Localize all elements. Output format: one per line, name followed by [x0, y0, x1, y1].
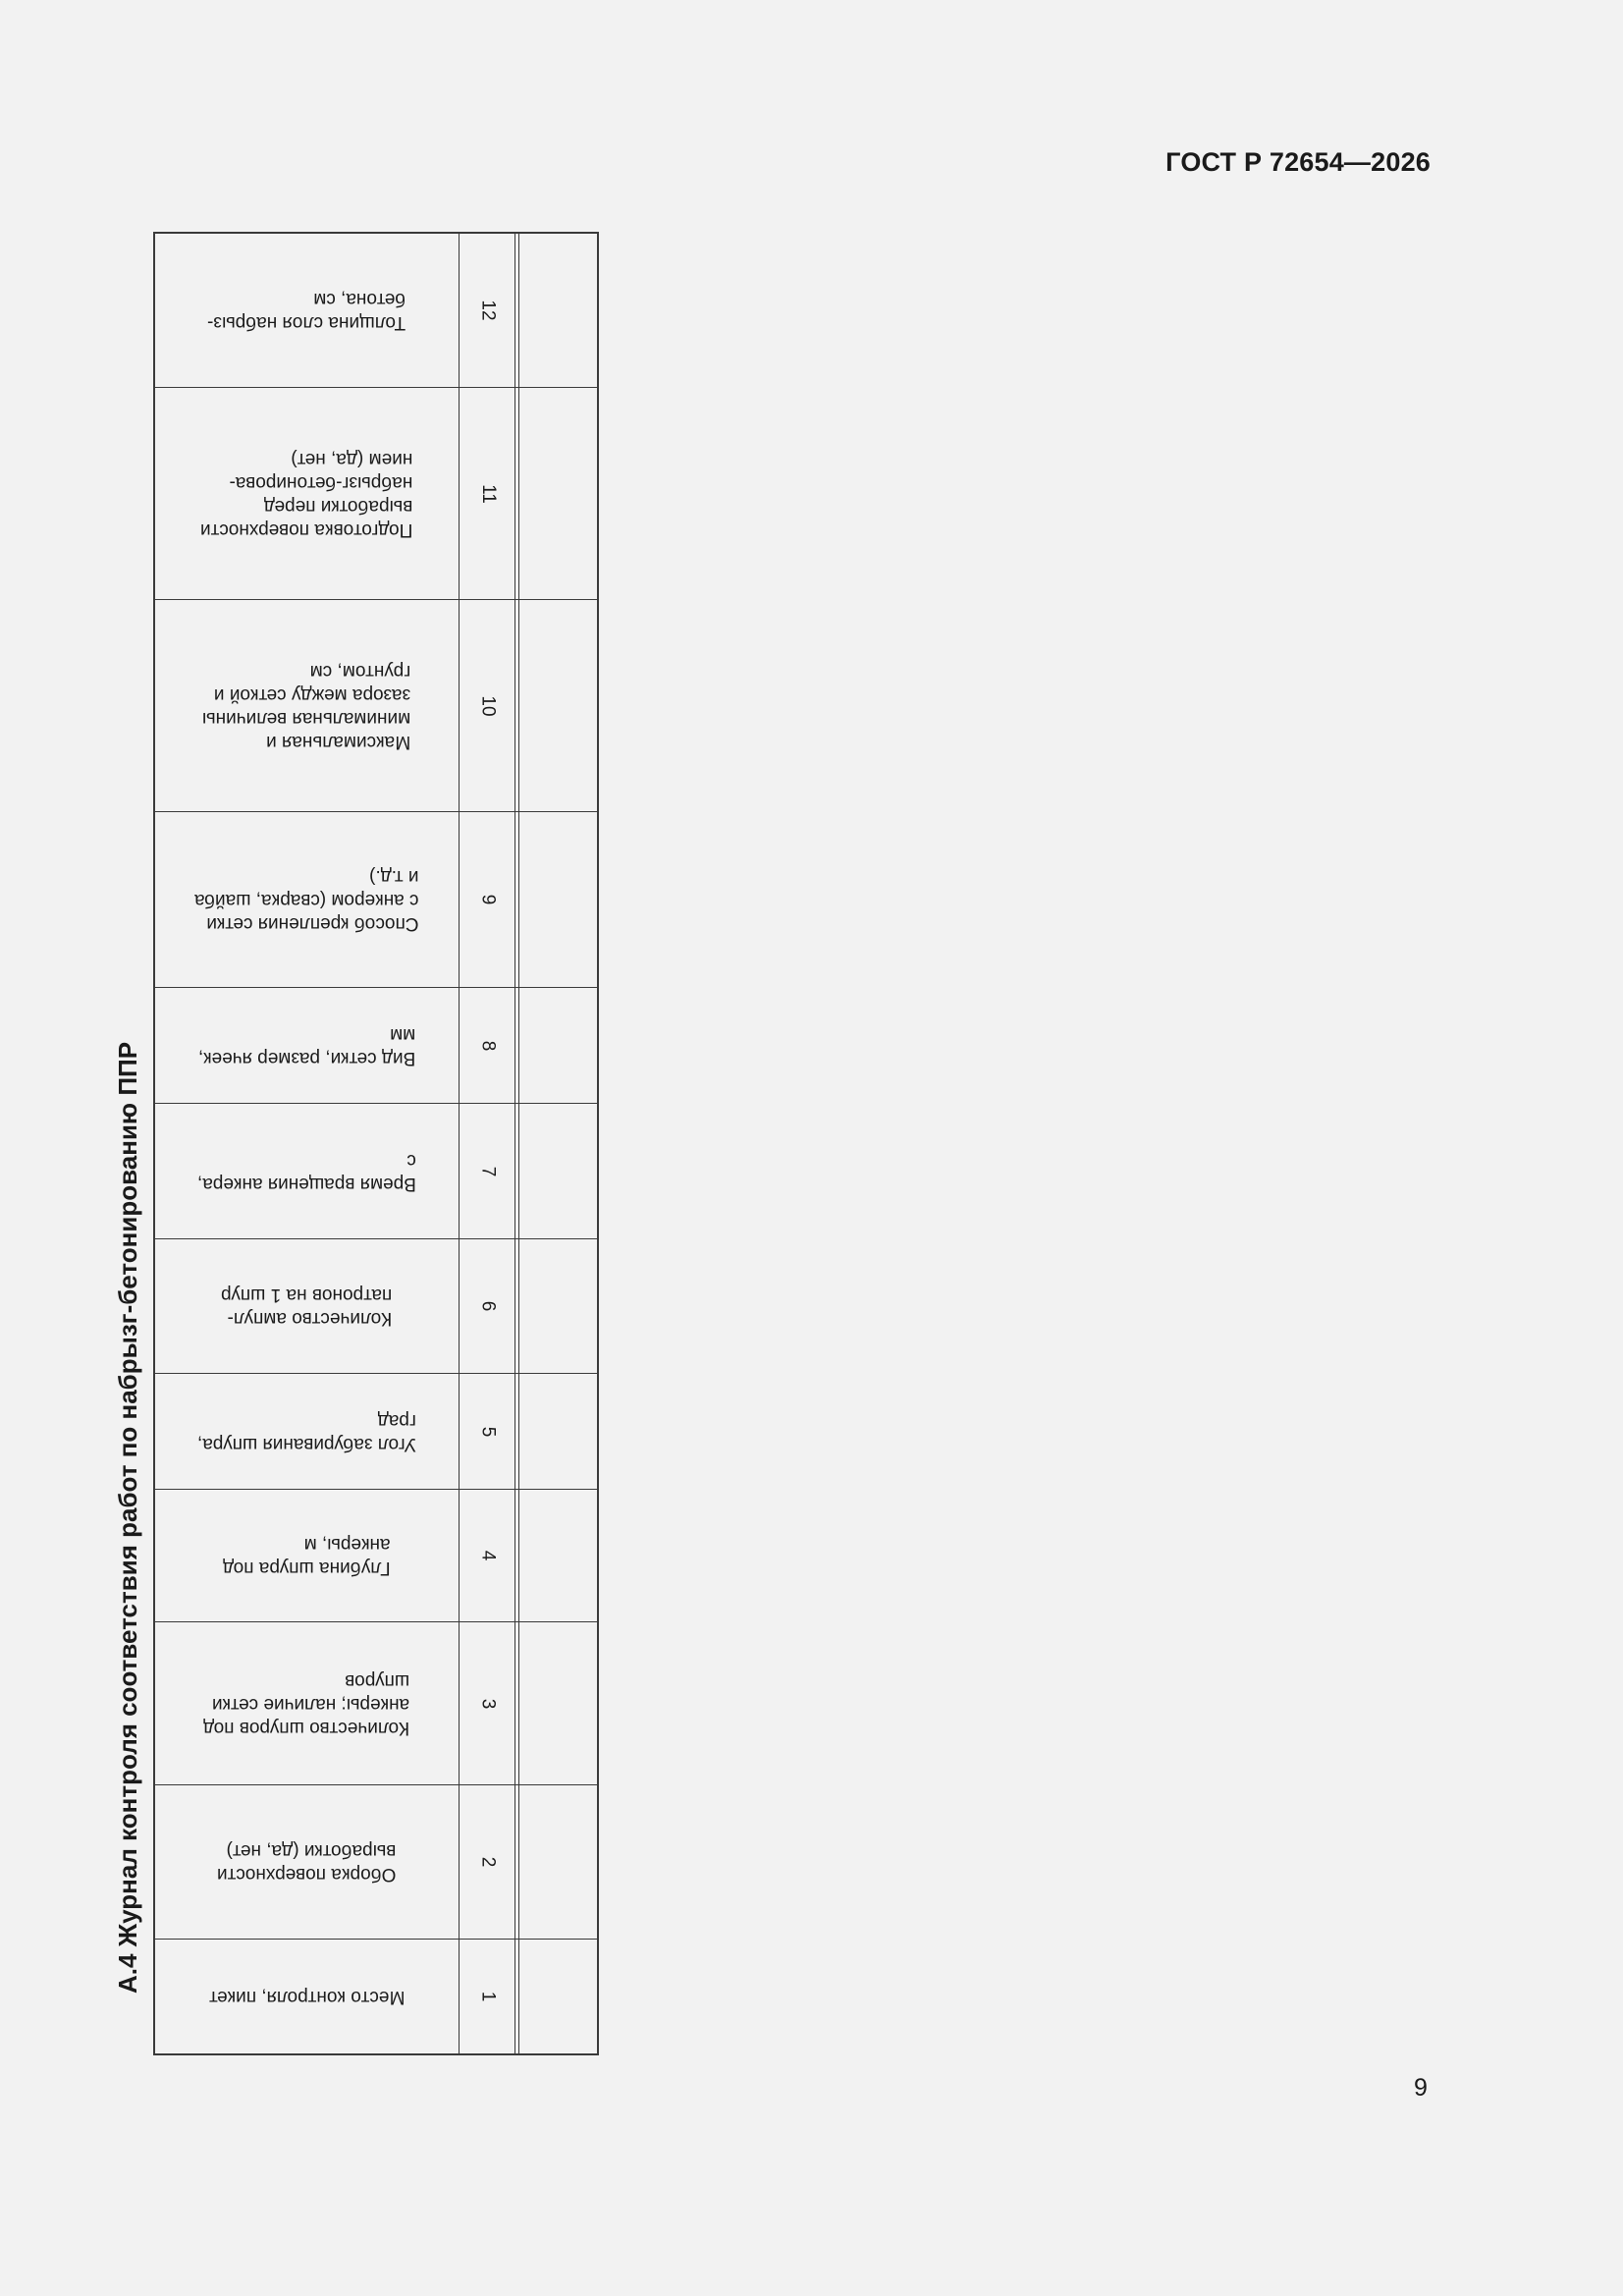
value-cell[interactable] [518, 388, 597, 599]
column-header-label: Максимальная и минимальная величины зазора между сеткой и грунтом, см [202, 660, 411, 752]
table-row [155, 388, 597, 600]
table-row [155, 1374, 597, 1490]
column-number: 1 [477, 1991, 499, 2002]
table-title: А.4 Журнал контроля соответствия работ по набрызг-бетонированию ППР [113, 1041, 142, 1994]
document-code: ГОСТ Р 72654—2026 [1165, 147, 1431, 177]
column-header-label: Вид сетки, размер ячеек, мм [197, 1023, 416, 1068]
value-cell[interactable] [518, 1785, 597, 1939]
table-row [155, 234, 597, 388]
column-number: 8 [477, 1040, 499, 1051]
table-row [155, 988, 597, 1104]
column-header [155, 1239, 459, 1373]
table-row [155, 1785, 597, 1940]
column-header [155, 234, 459, 387]
value-cell[interactable] [518, 600, 597, 811]
column-number: 12 [477, 300, 499, 321]
table-row [155, 812, 597, 988]
column-number: 9 [477, 894, 499, 905]
column-header [155, 1104, 459, 1238]
value-cell[interactable] [518, 1622, 597, 1784]
column-number: 3 [477, 1698, 499, 1709]
column-header-label: Глубина шпура под анкеры, м [223, 1534, 391, 1578]
table-row [155, 1104, 597, 1239]
column-header [155, 388, 459, 599]
journal-table [153, 232, 599, 2055]
column-header [155, 600, 459, 811]
column-header-label: Угол забуривания шпура, град [197, 1409, 416, 1454]
column-header [155, 1374, 459, 1489]
value-cell[interactable] [518, 1374, 597, 1489]
column-header-label: Оборка поверхности выработки (да, нет) [217, 1840, 397, 1885]
column-header-label: Количество шпуров под анкеры; наличие сетки шпуров [203, 1669, 410, 1738]
column-header [155, 812, 459, 987]
column-header-label: Время вращения анкера, с [197, 1149, 416, 1194]
table-row [155, 600, 597, 812]
table-row [155, 1940, 597, 2053]
column-header-label: Способ крепления сетки с анкером (сварка, шайба и т.д.) [194, 866, 419, 934]
column-header [155, 1785, 459, 1939]
page-number: 9 [1414, 2074, 1428, 2102]
column-header-label: Количество ампул- патронов на 1 шпур [221, 1285, 393, 1329]
column-header [155, 1490, 459, 1621]
value-cell[interactable] [518, 812, 597, 987]
column-number: 7 [477, 1166, 499, 1176]
value-cell[interactable] [518, 234, 597, 387]
column-header-label: Место контроля, пикет [208, 1987, 406, 2007]
table-row [155, 1490, 597, 1622]
column-number: 11 [477, 483, 499, 504]
column-header-label: Подготовка поверхности выработки перед набрызг-бетонирова- нием (да, нет) [200, 448, 413, 540]
column-number: 10 [477, 694, 499, 717]
value-cell[interactable] [518, 1104, 597, 1238]
value-cell[interactable] [518, 1940, 597, 2053]
column-header [155, 988, 459, 1103]
value-cell[interactable] [518, 988, 597, 1103]
column-number: 6 [477, 1300, 499, 1312]
column-header [155, 1622, 459, 1784]
column-header [155, 1940, 459, 2053]
column-number: 5 [477, 1426, 499, 1437]
column-number: 2 [477, 1856, 499, 1868]
table-row [155, 1239, 597, 1374]
value-cell[interactable] [518, 1490, 597, 1621]
column-header-label: Толщина слоя набрыз- бетона, см [207, 289, 406, 333]
table-row [155, 1622, 597, 1785]
value-cell[interactable] [518, 1239, 597, 1373]
column-number: 4 [477, 1550, 499, 1561]
